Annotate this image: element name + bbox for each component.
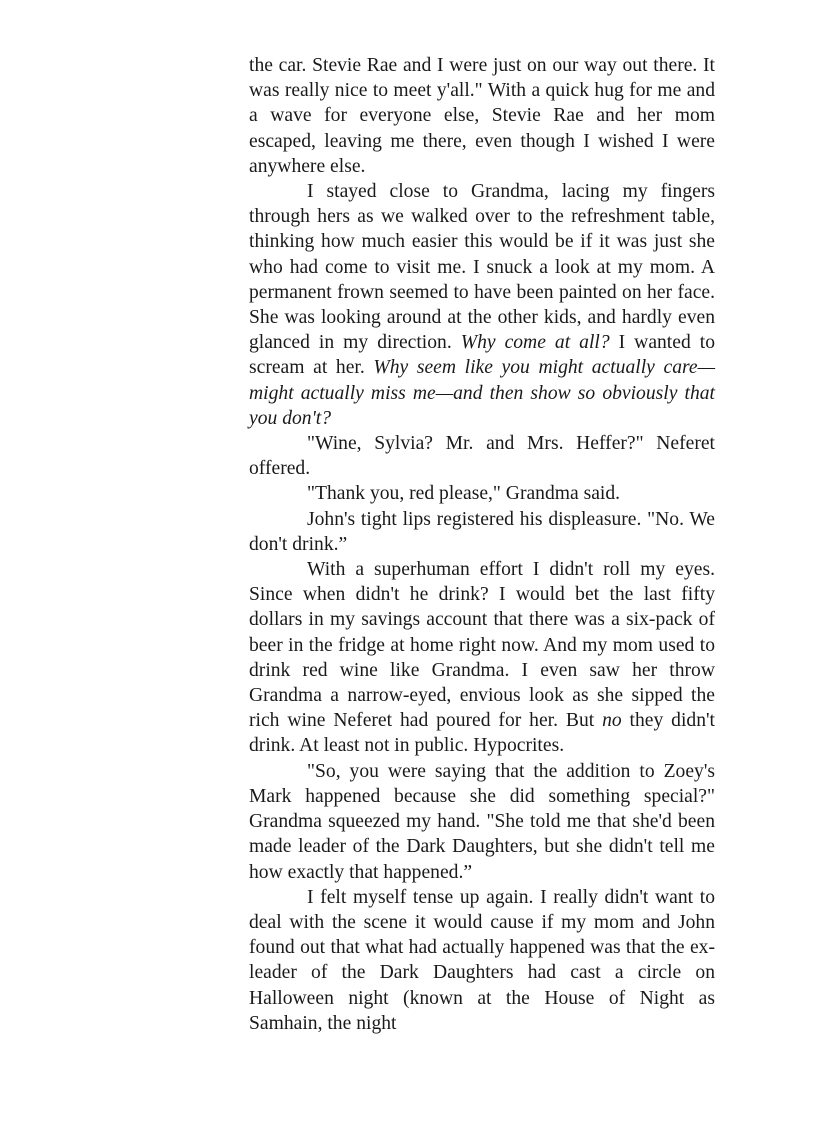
paragraph-text: they didn't drink. At least not in public. Hypocrites.	[249, 710, 715, 757]
italic-emphasis: no	[602, 710, 622, 732]
paragraph	[249, 885, 715, 1036]
paragraph-text: I wanted to scream at her.	[249, 332, 715, 379]
paragraph	[249, 507, 715, 557]
paragraph-text: "Thank you, red please," Grandma said.	[307, 483, 621, 505]
paragraph	[249, 759, 715, 885]
paragraph-text: the car. Stevie Rae and I were just on our way out there. It was really nice to meet y'all." With a quick hug for me and a wave for everyone else, Stevie Rae and her mom escaped, leaving me there, even though I wished I were anywhere else.	[249, 55, 715, 177]
paragraph	[249, 557, 715, 759]
paragraph-text: I stayed close to Grandma, lacing my fingers through hers as we walked over to the refreshment table, thinking how much easier this would be if it was just she who had come to visit me. I snuck a look at my mom. A permanent frown seemed to have been painted on her face. She was looking around at the other kids, and hardly even glanced in my direction.	[249, 181, 715, 354]
book-page-text	[249, 53, 715, 1036]
paragraph-text: "So, you were saying that the addition to Zoey's Mark happened because she did something special?" Grandma squeezed my hand. "She told me that she'd been made leader of the Dark Daughters, but she didn't tell me how exactly that happened.”	[249, 760, 715, 883]
paragraph-text: With a superhuman effort I didn't roll my eyes. Since when didn't he drink? I would bet the last fifty dollars in my savings account that there was a six-pack of beer in the fridge at home right now. And my mom used to drink red wine like Grandma. I even saw her throw Grandma a narrow-eyed, envious look as she sipped the rich wine Neferet had poured for her. But	[249, 559, 715, 732]
paragraph-text: "Wine, Sylvia? Mr. and Mrs. Heffer?" Neferet offered.	[249, 433, 715, 480]
italic-thought: Why seem like you might actually care—might actually miss me—and then show so obviously that you don't?	[249, 357, 716, 429]
paragraph	[249, 179, 715, 431]
italic-thought: Why come at all?	[460, 332, 610, 354]
paragraph	[249, 53, 715, 179]
paragraph	[249, 431, 715, 481]
paragraph-text: John's tight lips registered his displeasure. "No. We don't drink.”	[249, 508, 715, 555]
paragraph-text: I felt myself tense up again. I really didn't want to deal with the scene it would cause if my mom and John found out that what had actually happened was that the ex-leader of the Dark Daughters had cast a circle on Halloween night (known at the House of Night as Samhain, the night	[249, 886, 715, 1034]
paragraph	[249, 481, 715, 506]
